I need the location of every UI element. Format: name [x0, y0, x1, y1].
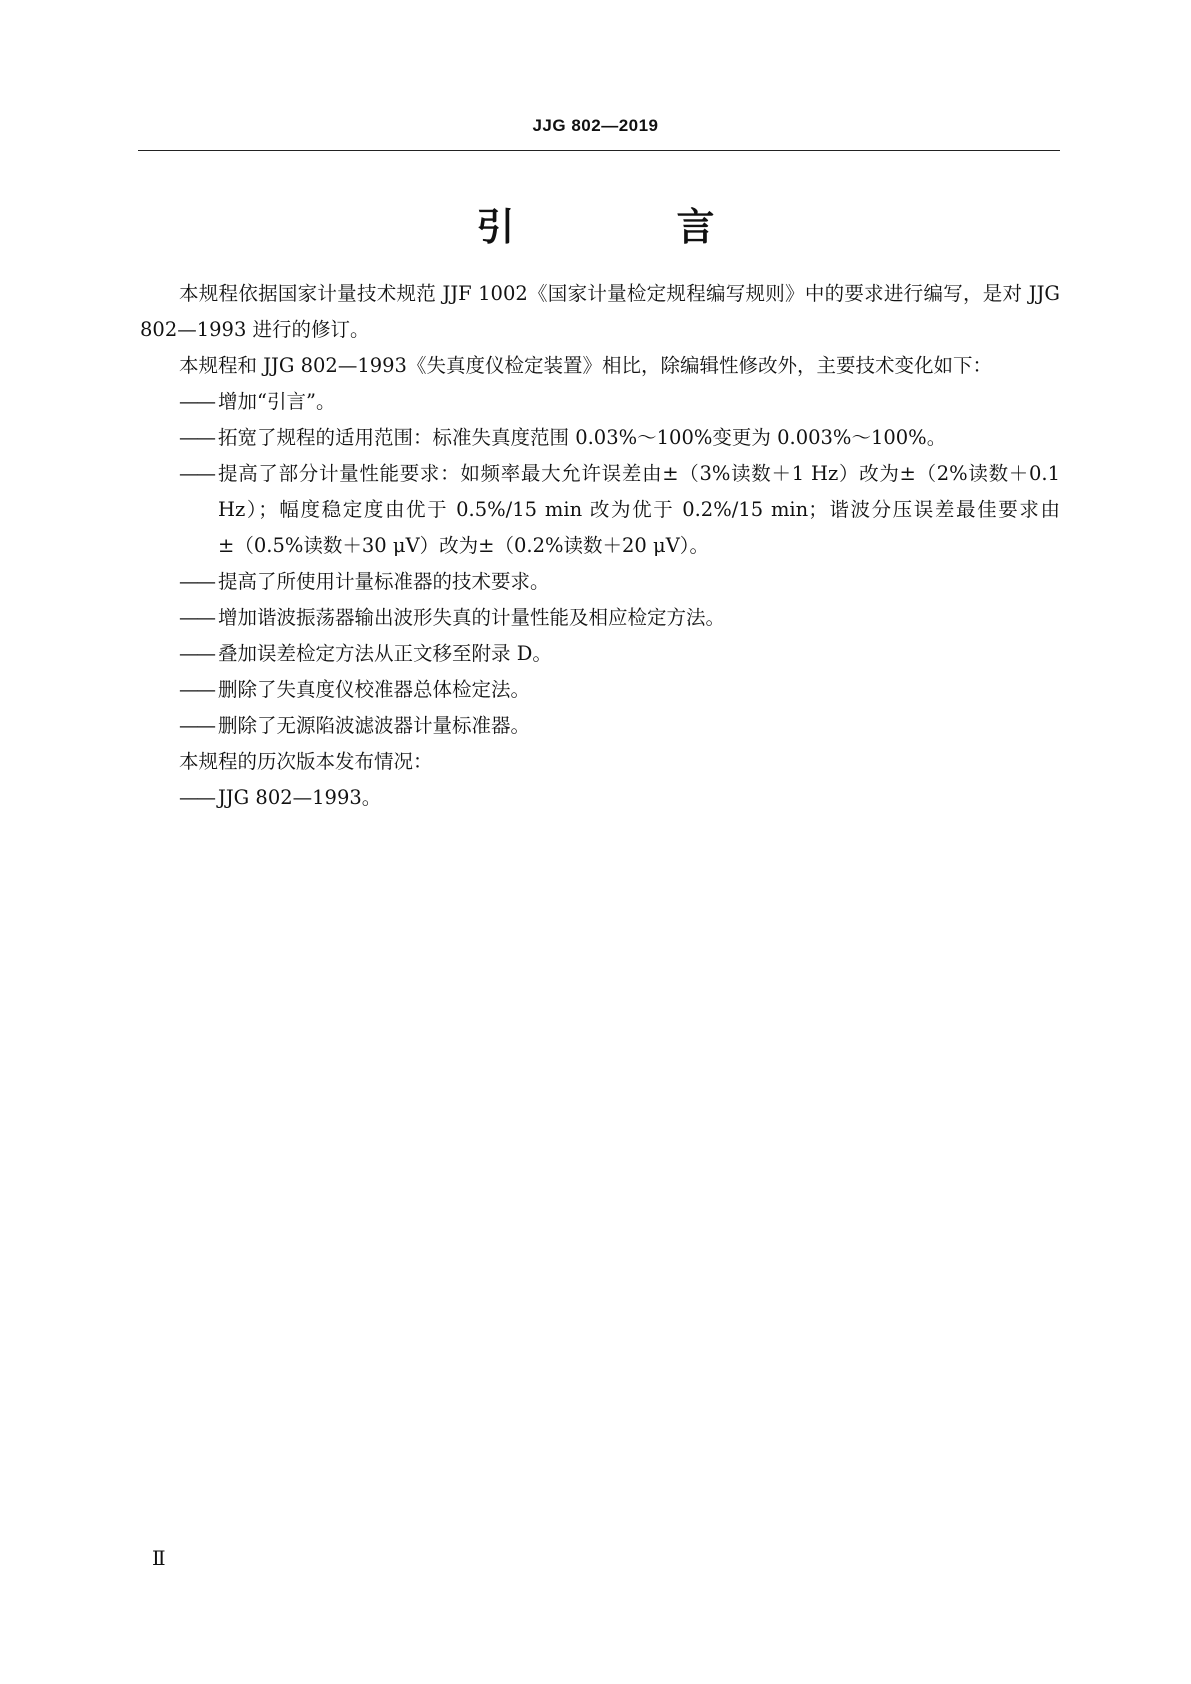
- list-item: [140, 708, 1060, 744]
- list-item: [140, 672, 1060, 708]
- list-item: [140, 780, 1060, 816]
- history-list: [140, 780, 1060, 816]
- list-dash: ——: [179, 642, 214, 665]
- list-item: [140, 456, 1060, 564]
- header-rule: [138, 150, 1060, 151]
- document-code-header: JJG 802—2019: [532, 116, 659, 135]
- history-paragraph: 本规程的历次版本发布情况：: [179, 750, 433, 773]
- list-item-text: 提高了所使用计量标准器的技术要求。: [218, 570, 550, 593]
- changes-list: [140, 384, 1060, 744]
- list-dash: ——: [179, 390, 214, 413]
- list-dash: ——: [179, 786, 214, 809]
- page-title: 引 言: [476, 205, 777, 249]
- list-item: [140, 636, 1060, 672]
- list-dash: ——: [179, 570, 214, 593]
- list-dash: ——: [179, 678, 214, 701]
- list-item-text: 增加谐波振荡器输出波形失真的计量性能及相应检定方法。: [218, 606, 726, 629]
- list-dash: ——: [179, 714, 214, 737]
- list-item-text: 删除了失真度仪校准器总体检定法。: [218, 678, 531, 701]
- body-text: [140, 276, 1060, 816]
- intro-paragraph: 本规程依据国家计量技术规范 JJF 1002《国家计量检定规程编写规则》中的要求进行编写，是对 JJG 802—1993 进行的修订。: [140, 282, 1060, 341]
- list-dash: ——: [179, 462, 214, 485]
- list-item-text: 提高了部分计量性能要求：如频率最大允许误差由±（3%读数＋1 Hz）改为±（2%读数＋0.1 Hz）；幅度稳定度由优于 0.5%/15 min 改为优于 0.2%/15 min；谐波分压误差最佳要求由±（0.5%读数＋30 μV）改为±（0.2%读数＋20 μV）。: [218, 462, 1060, 557]
- list-dash: ——: [179, 426, 214, 449]
- list-item: [140, 564, 1060, 600]
- list-item-text: 删除了无源陷波滤波器计量标准器。: [218, 714, 531, 737]
- list-item-text: JJG 802—1993。: [218, 786, 382, 809]
- list-dash: ——: [179, 606, 214, 629]
- comparison-paragraph: 本规程和 JJG 802—1993《失真度仪检定装置》相比，除编辑性修改外，主要技术变化如下：: [179, 354, 992, 377]
- page-number: Ⅱ: [152, 1546, 166, 1570]
- list-item-text: 叠加误差检定方法从正文移至附录 D。: [218, 642, 552, 665]
- list-item-text: 增加“引言”。: [218, 390, 336, 413]
- list-item: [140, 420, 1060, 456]
- list-item-text: 拓宽了规程的适用范围：标准失真度范围 0.03%～100%变更为 0.003%～100%。: [218, 426, 947, 449]
- list-item: [140, 600, 1060, 636]
- list-item: [140, 384, 1060, 420]
